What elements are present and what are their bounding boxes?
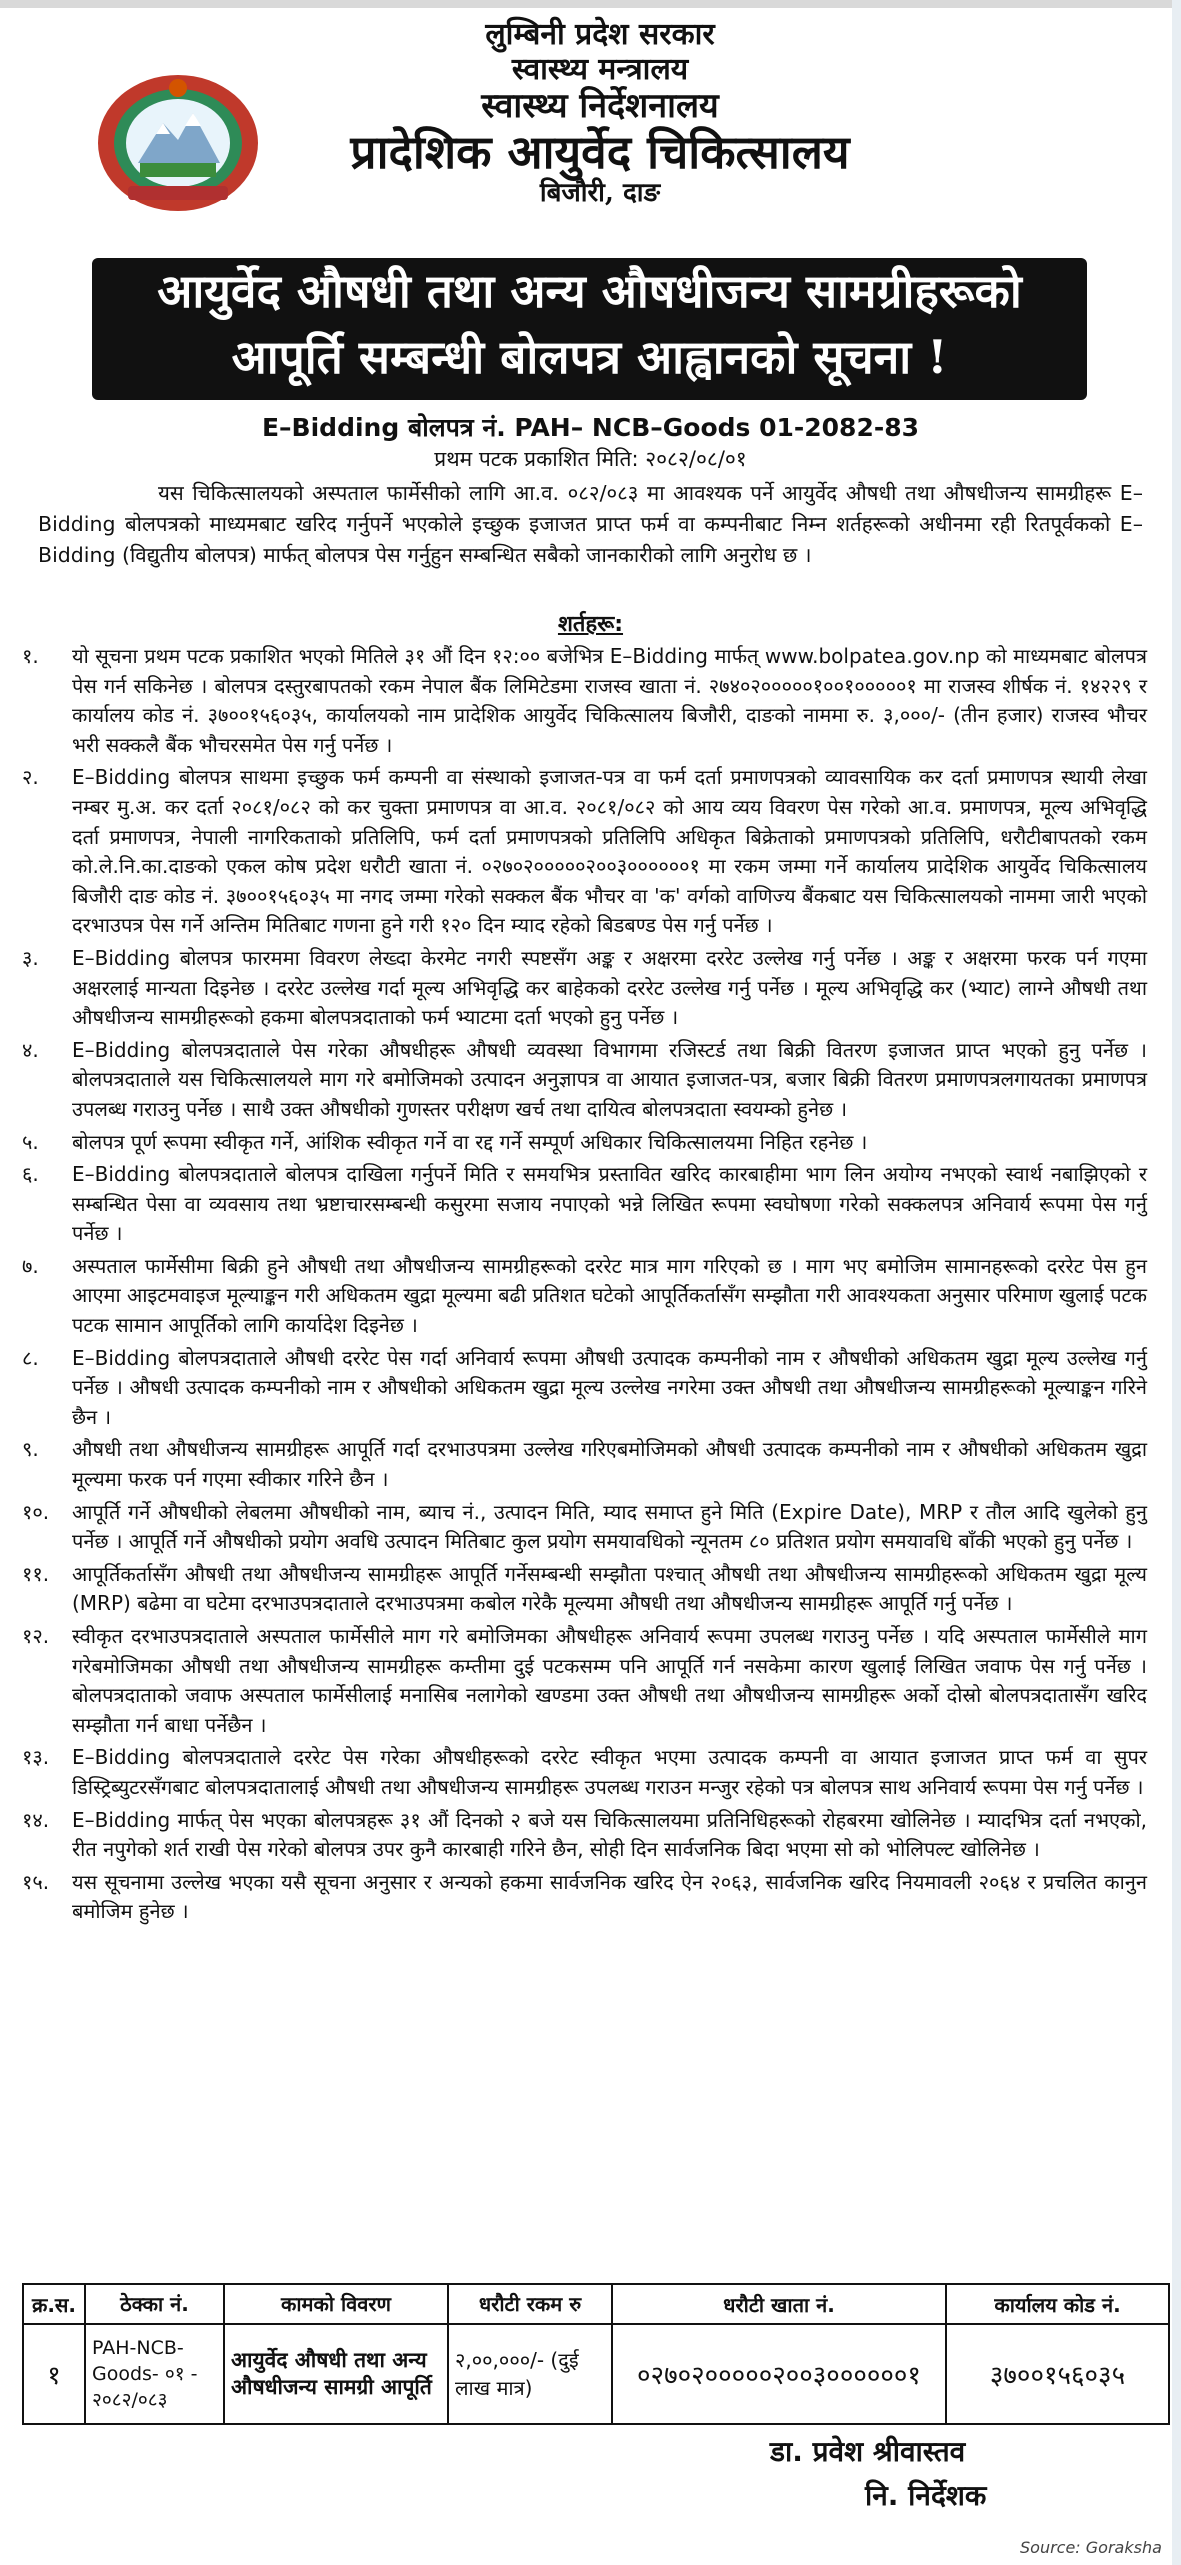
condition-number: १५. [22,1869,50,1894]
condition-item [22,1560,1147,1619]
condition-item [22,1806,1147,1865]
condition-number: ७. [22,1253,39,1278]
intro-text: यस चिकित्सालयको अस्पताल फार्मेसीको लागि आ.व. ०८२/०८३ मा आवश्यक पर्ने आयुर्वेद औषधी तथा औषधीजन्य सामग्रीहरू E–Bidding बोलपत्रको माध्यमबाट खरिद गर्नुपर्ने भएकोले इच्छुक इजाजत प्राप्त फर्म वा कम्पनीबाट निम्न शर्तहरूको अधीनमा रही रितपूर्वकको E–Bidding (विद्युतीय बोलपत्र) मार्फत् बोलपत्र पेस गर्नुहुन सम्बन्धित सबैको जानकारीको लागि अनुरोध छ । [38,481,1143,567]
condition-item [22,1128,1147,1158]
condition-text: E–Bidding बोलपत्रदाताले दररेट पेस गरेका औषधीहरूको दररेट स्वीकृत भएमा उत्पादक कम्पनी वा आयात इजाजत प्राप्त फर्म वा सुपर डिस्ट्रिब्युटरसँगबाट बोलपत्रदातालाई औषधी तथा औषधीजन्य सामग्रीहरू उपलब्ध गराउन मन्जुर रहेको पत्र बोलपत्र साथ अनिवार्य रूपमा पेस गर्नु पर्नेछ । [72,1745,1147,1799]
table-header-row [23,2284,1169,2324]
condition-number: १. [22,644,39,668]
serial-number-cell: १ [23,2324,85,2424]
work-description-cell: आयुर्वेद औषधी तथा अन्य औषधीजन्य सामग्री आपूर्ति [224,2324,448,2424]
office-code-cell: ३७००१५६०३५ [946,2324,1169,2424]
condition-item [22,763,1147,941]
bid-reference: E–Bidding बोलपत्र नं. PAH– NCB–Goods 01-2082-83 [261,413,920,442]
condition-number: १३. [22,1745,50,1770]
column-header: कामको विवरण [224,2284,448,2324]
notice-title-banner [92,258,1087,400]
notice-title-line-1: आयुर्वेद औषधी तथा अन्य औषधीजन्य सामग्रीहरूको [157,264,1022,318]
column-header: ठेक्का नं. [85,2284,224,2324]
condition-number: ११. [22,1561,50,1586]
source-credit: Source: Goraksha [1020,2538,1162,2557]
condition-number: ६. [22,1162,39,1187]
condition-number: १४. [22,1807,50,1832]
condition-text: आपूर्ति गर्ने औषधीको लेबलमा औषधीको नाम, ब्याच नं., उत्पादन मिति, म्याद समाप्त हुने मिति (Expire Date), MRP र तौल आदि खुलेको हुनु पर्नेछ । आपूर्ति गर्ने औषधीको प्रयोग अवधि उत्पादन मितिबाट कुल प्रयोग समयावधिको न्यूनतम ८० प्रतिशत प्रयोग समयावधि बाँकी भएको हुनु पर्नेछ । [72,1499,1147,1554]
condition-item [22,1435,1147,1494]
directorate-name: स्वास्थ्य निर्देशनालय [481,86,719,126]
condition-text: यस सूचनामा उल्लेख भएका यसै सूचना अनुसार र अन्यको हकमा सार्वजनिक खरिद ऐन २०६३, सार्वजनिक खरिद नियमावली २०६४ र प्रचलित कानुन बमोजिम हुनेछ । [72,1869,1147,1924]
condition-text: E–Bidding मार्फत् पेस भएका बोलपत्रहरू ३१ औं दिनको २ बजे यस चिकित्सालयमा प्रतिनिधिहरूको रोहबरमा खोलिनेछ । म्यादभित्र दर्ता नभएको, रीत नपुगेको शर्त राखी पेस गरेको बोलपत्र उपर कुनै कारबाही गरिने छैन, सोही दिन सार्वजनिक बिदा भएमा सो को भोलिपल्ट खोलिनेछ । [72,1807,1147,1862]
conditions-heading: शर्तहरू: [557,612,624,637]
condition-number: १२. [22,1624,50,1648]
notice-title-line-2: आपूर्ति सम्बन्धी बोलपत्र आह्वानको सूचना ! [231,330,948,384]
table-row [23,2324,1169,2424]
condition-item [22,1498,1147,1557]
letterhead-text [300,18,900,209]
condition-item [22,1344,1147,1433]
condition-item [22,1160,1147,1249]
bid-details-table [22,2283,1170,2425]
condition-number: ४. [22,1037,39,1062]
condition-item [22,1743,1147,1802]
conditions-list [22,642,1147,1930]
column-header: धरौटी खाता नं. [612,2284,946,2324]
condition-text: बोलपत्र पूर्ण रूपमा स्वीकृत गर्ने, आंशिक स्वीकृत गर्ने वा रद्द गर्ने सम्पूर्ण अधिकार चिकित्सालयमा निहित रहनेछ । [72,1129,868,1154]
condition-text: स्वीकृत दरभाउपत्रदाताले अस्पताल फार्मेसीले माग गरे बमोजिमका औषधीहरू अनिवार्य रूपमा उपलब्ध गराउनु पर्नेछ । यदि अस्पताल फार्मेसीले माग गरेबमोजिमका औषधी तथा औषधीजन्य सामग्रीहरू कम्तीमा दुई पटकसम्म पनि आपूर्ति गर्न नसकेमा कारण खुलाई लिखित जवाफ पेस गर्नु पर्नेछ । बोलपत्रदाताको जवाफ अस्पताल फार्मेसीलाई मनासिब नलागेको खण्डमा उक्त औषधी तथा औषधीजन्य सामग्रीहरू अर्को दोस्रो बोलपत्रदातासँग खरिद सम्झौता गर्न बाधा पर्नेछैन । [72,1624,1147,1737]
signatory-title: नि. निर्देशक [865,2479,987,2512]
condition-item [22,1868,1147,1927]
ministry-name: स्वास्थ्य मन्त्रालय [511,51,689,87]
condition-text: यो सूचना प्रथम पटक प्रकाशित भएको मितिले ३१ औं दिन १२:०० बजेभित्र E–Bidding मार्फत् www.bolpatea.gov.np को माध्यमबाट बोलपत्र पेस गर्न सकिनेछ । बोलपत्र दस्तुरबापतको रकम नेपाल बैंक लिमिटेडमा राजस्व खाता नं. २७४०२०००००१००१०००००१ मा राजस्व शीर्षक नं. १४२२९ र कार्यालय कोड नं. ३७००१५६०३५, कार्यालयको नाम प्रादेशिक आयुर्वेद चिकित्सालय बिजौरी, दाङको नाममा रु. ३,०००/- (तीन हजार) राजस्व भौचर भरी सक्कलै बैंक भौचरसमेत पेस गर्नु पर्नेछ । [72,644,1147,757]
deposit-account-cell: ०२७०२०००००२००३००००००१ [612,2324,946,2424]
contract-number-cell: PAH-NCB-Goods- ०१ - २०८२/०८३ [85,2324,224,2424]
column-header: क्र.स. [23,2284,85,2324]
condition-text: E–Bidding बोलपत्र साथमा इच्छुक फर्म कम्पनी वा संस्थाको इजाजत-पत्र वा फर्म दर्ता प्रमाणपत्रको व्यावसायिक कर दर्ता प्रमाणपत्र स्थायी लेखा नम्बर मु.अ. कर दर्ता २०८१/०८२ को कर चुक्ता प्रमाणपत्र वा आ.व. २०८१/०८२ को आय व्यय विवरण पेस गरेको आ.व. प्रमाणपत्र, मूल्य अभिवृद्धि दर्ता प्रमाणपत्र, नेपाली नागरिकताको प्रतिलिपि, फर्म दर्ता प्रमाणपत्रको प्रतिलिपि अधिकृत बिक्रेताको प्रमाणपत्रको प्रतिलिपि, धरौटीबापतको रकम को.ले.नि.का.दाङको एकल कोष प्रदेश धरौटी खाता नं. ०२७०२०००००२००३००००००१ मा रकम जम्मा गर्ने कार्यालय प्रादेशिक आयुर्वेद चिकित्सालय बिजौरी दाङ कोड नं. ३७००१५६०३५ मा नगद जम्मा गरेको सक्कल बैंक भौचर वा 'क' वर्गको वाणिज्य बैंकबाट यस चिकित्सालयको नाममा जारी भएको दरभाउपत्र पेस गर्ने अन्तिम मितिबाट गणना हुने गरी १२० दिन म्याद रहेको बिडबण्ड पेस गर्नु पर्नेछ । [72,765,1147,938]
hospital-name: प्रादेशिक आयुर्वेद चिकित्सालय [350,125,850,180]
nepal-emblem-icon [88,68,268,218]
condition-text: E–Bidding बोलपत्रदाताले पेस गरेका औषधीहरू औषधी व्यवस्था विभागमा रजिस्टर्ड तथा बिक्री वितरण इजाजत प्राप्त भएको हुनु पर्नेछ । बोलपत्रदाताले यस चिकित्सालयले माग गरे बमोजिमको उत्पादन अनुज्ञापत्र वा आयात इजाजत-पत्र, बजार बिक्री वितरण प्रमाणपत्रलगायतका प्रमाणपत्र उपलब्ध गराउनु पर्नेछ । साथै उक्त औषधीको गुणस्तर परीक्षण खर्च तथा दायित्व बोलपत्रदाता स्वयम्को हुनेछ । [72,1037,1147,1121]
condition-number: ९. [22,1437,39,1462]
right-edge [1172,0,1181,2565]
publication-date: प्रथम पटक प्रकाशित मिति: २०८२/०८/०१ [434,447,747,471]
condition-item [22,642,1147,760]
intro-paragraph [38,478,1143,571]
hospital-location: बिजौरी, दाङ [539,177,661,208]
condition-text: E–Bidding बोलपत्रदाताले औषधी दररेट पेस गर्दा अनिवार्य रूपमा औषधी उत्पादक कम्पनीको नाम र औषधीको अधिकतम खुद्रा मूल्य उल्लेख गर्नु पर्नेछ । औषधी उत्पादक कम्पनीको नाम र औषधीको अधिकतम खुद्रा मूल्य उल्लेख नगरेमा उक्त औषधी तथा औषधीजन्य सामग्रीहरूको मूल्याङ्कन गरिने छैन । [72,1345,1147,1429]
condition-number: १०. [22,1499,50,1524]
condition-item [22,1036,1147,1125]
condition-text: E–Bidding बोलपत्रदाताले बोलपत्र दाखिला गर्नुपर्ने मिति र समयभित्र प्रस्तावित खरिद कारबाहीमा भाग लिन अयोग्य नभएको स्वार्थ नबाझिएको र सम्बन्धित पेसा वा व्यवसाय तथा भ्रष्टाचारसम्बन्धी कसुरमा सजाय नपाएको भन्ने लिखित रूपमा स्वघोषणा गरेको सक्कलपत्र अनिवार्य रूपमा पेस गर्नु पर्नेछ । [72,1162,1147,1246]
condition-item [22,944,1147,1033]
letterhead [0,18,1181,253]
condition-text: अस्पताल फार्मेसीमा बिक्री हुने औषधी तथा औषधीजन्य सामग्रीहरूको दररेट मात्र माग गरिएको छ । माग भए बमोजिम सामानहरूको दररेट पेस हुन आएमा आइटमवाइज मूल्याङ्कन गरी अधिकतम खुद्रा मूल्यमा बढी प्रतिशत घटेको आपूर्तिकर्तासँग सम्झौता गरी आवश्यकता अनुसार परिमाण खुलाई पटक पटक सामान आपूर्तिको लागि कार्यादेश दिइनेछ । [72,1253,1147,1338]
deposit-amount-cell: २,००,०००/- (दुई लाख मात्र) [448,2324,612,2424]
government-name: लुम्बिनी प्रदेश सरकार [485,17,715,52]
column-header: धरौटी रकम रु [448,2284,612,2324]
column-header: कार्यालय कोड नं. [946,2284,1169,2324]
condition-item [22,1252,1147,1341]
signatory-name: डा. प्रवेश श्रीवास्तव [770,2435,966,2468]
condition-number: २. [22,765,39,790]
signature-block [770,2430,1100,2518]
condition-item [22,1622,1147,1740]
top-edge [0,0,1181,8]
condition-text: आपूर्तिकर्तासँग औषधी तथा औषधीजन्य सामग्रीहरू आपूर्ति गर्नेसम्बन्धी सम्झौता पश्चात् औषधी तथा औषधीजन्य सामग्रीहरूको अधिकतम खुद्रा मूल्य (MRP) बढेमा वा घटेमा दरभाउपत्रदाताले दरभाउपत्रमा कबोल गरेकै मूल्यमा औषधी तथा औषधीजन्य सामग्रीहरू आपूर्ति गर्नु पर्नेछ । [72,1561,1147,1616]
condition-number: ५. [22,1129,39,1154]
condition-text: औषधी तथा औषधीजन्य सामग्रीहरू आपूर्ति गर्दा दरभाउपत्रमा उल्लेख गरिएबमोजिमको औषधी उत्पादक कम्पनीको नाम र औषधीको अधिकतम खुद्रा मूल्यमा फरक पर्न गएमा स्वीकार गरिने छैन । [72,1437,1147,1492]
condition-number: ३. [22,945,39,970]
condition-number: ८. [22,1345,39,1370]
condition-text: E–Bidding बोलपत्र फारममा विवरण लेख्दा केरमेट नगरी स्पष्टसँग अङ्क र अक्षरमा दररेट उल्लेख गर्नु पर्नेछ । अङ्क र अक्षरमा फरक पर्न गएमा अक्षरलाई मान्यता दिइनेछ । दररेट उल्लेख गर्दा मूल्य अभिवृद्धि कर बाहेकको दररेट उल्लेख गर्नु पर्नेछ । मूल्य अभिवृद्धि कर (भ्याट) लाग्ने औषधी तथा औषधीजन्य सामग्रीहरूको हकमा बोलपत्रदाताको फर्म भ्याटमा दर्ता भएको हुनु पर्नेछ । [72,945,1147,1030]
